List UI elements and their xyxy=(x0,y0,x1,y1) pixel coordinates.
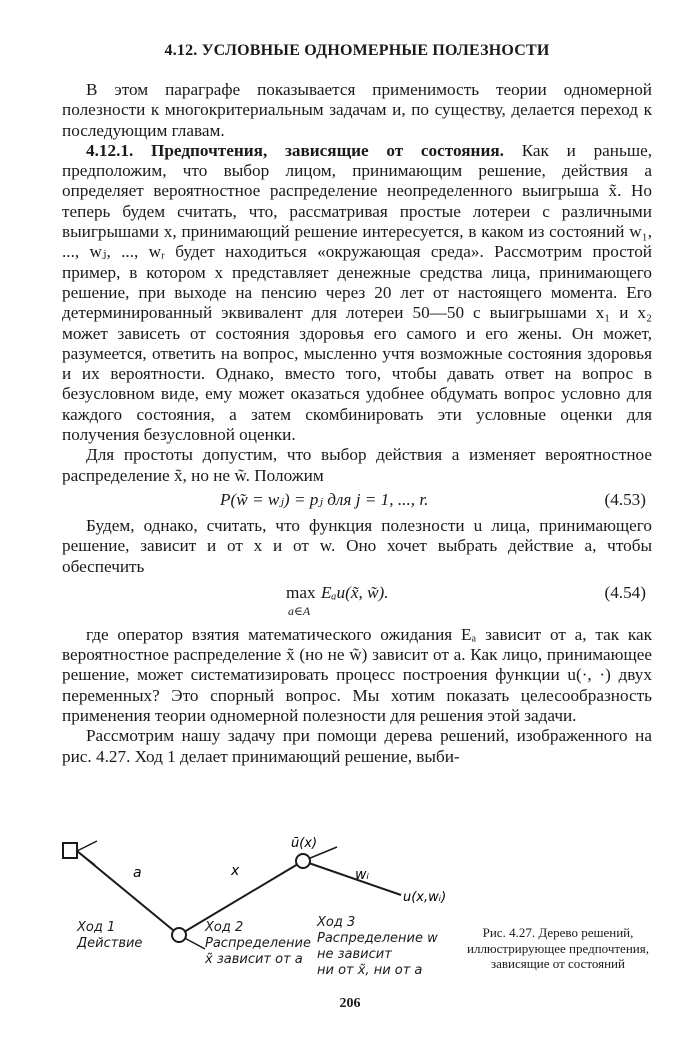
paragraph-tree: Рассмотрим нашу задачу при помощи дерева решений, изображенного на рис. 4.27. Ход 1 делает принимающий решение, выби- xyxy=(62,726,652,766)
section-title: 4.12. УСЛОВНЫЕ ОДНОМЕРНЫЕ ПОЛЕЗНОСТИ xyxy=(164,42,550,59)
figure-caption: Рис. 4.27. Дерево решений, иллюстрирующее предпочтения, зависящие от состояний xyxy=(467,925,649,971)
equation-4-54-number: (4.54) xyxy=(604,582,646,602)
move-1-line-1: Действие xyxy=(77,936,143,951)
edge-a-label: a xyxy=(133,865,142,881)
edge-x-label: x xyxy=(231,863,240,879)
node-u-label: ū(x) xyxy=(291,836,318,851)
chance-node-2 xyxy=(296,854,310,868)
edge-w-line xyxy=(303,861,401,895)
move-1-title: Ход 1 xyxy=(77,920,116,935)
move-2-title: Ход 2 xyxy=(205,920,244,935)
subsection-title: 4.12.1. Предпочтения, зависящие от состояния. xyxy=(86,140,504,160)
move-3-title: Ход 3 xyxy=(317,915,356,930)
chance-node-1 xyxy=(172,928,186,942)
move-2 xyxy=(205,920,311,968)
paragraph-subsection xyxy=(62,141,652,445)
leaf-label: u(x,wᵢ) xyxy=(403,890,447,905)
equation-4-53-body: P(w̃ = wⱼ) = pⱼ для j = 1, ..., r. xyxy=(220,489,429,509)
subsection-body: Как и раньше, предположим, что выбор лицом, принимающим решение, действия a определяет вероятностное распределение неопределенного выигрыша x̃. Но теперь будем считать, что, рассматривая простые лотереи с различными выигрышами x, принимающий решение интересуется, в каком из состояний w₁, ..., wⱼ, ..., wᵣ будет находиться «окружающая среда». Рассмотрим простой пример, в котором x представляет денежные средства лица, принимающего решение, при выходе на пенсию через 20 лет от настоящего момента. Его детерминированный эквивалент для лотереи 50—50 с выигрышами x₁ и x₂ может зависеть от состояния здоровья его самого и его жены. Он может, разумеется, ответить на вопрос, мысленно учтя возможные состояния здоровья и их вероятности. Однако, вместо того, чтобы давать ответ на вопрос в безусловном виде, ему может оказаться удобнее обдумать вопрос условно для каждого состояния, а затем скомбинировать эти условные оценки для получения безусловной оценки. xyxy=(62,140,652,445)
paragraph-utility: Будем, однако, считать, что функция полезности u лица, принимающего решение, зависит и от x и от w. Оно хочет выбрать действие a, чтобы обеспечить xyxy=(62,515,652,576)
decision-stub-lower xyxy=(77,851,95,865)
move-1 xyxy=(77,920,142,952)
page-number: 206 xyxy=(339,996,361,1011)
move-3 xyxy=(317,915,438,979)
decision-node-square xyxy=(63,843,77,858)
paragraph-intro: В этом параграфе показывается применимость теории одномерной полезности к многокритериальным задачам и, по существу, делается переход к последующим главам. xyxy=(62,80,652,140)
equation-4-53 xyxy=(62,486,652,516)
paragraph-operator: где оператор взятия математического ожидания Eₐ зависит от a, так как вероятностное распределение x̃ (но не w̃) зависит от a. Как лицо, принимающее решение, может систематизировать процесс построения функции u(·, ·) двух переменных? Это спорный вопрос. Мы хотим показать целесообразность применения теории одномерной полезности для решения этой задачи. xyxy=(62,624,652,726)
decision-stub-upper xyxy=(77,841,97,851)
equation-4-54 xyxy=(62,577,652,625)
equation-4-53-number: (4.53) xyxy=(604,489,646,509)
equation-4-54-max: max xyxy=(286,582,316,602)
move-3-line-2: не зависит xyxy=(317,947,392,962)
equation-4-54-subscript: a∈A xyxy=(288,603,311,618)
page-content xyxy=(62,42,652,767)
move-3-line-1: Распределение w xyxy=(317,931,438,946)
decision-tree-figure xyxy=(55,825,655,1005)
move-2-line-2: x̃ зависит от a xyxy=(205,952,303,967)
move-2-line-1: Распределение xyxy=(205,936,311,951)
equation-4-54-body: Eₐu(x̃, w̃). xyxy=(321,582,389,602)
paragraph-simplicity: Для простоты допустим, что выбор действия a изменяет вероятностное распределение x̃, но не w̃. Положим xyxy=(62,445,652,485)
edge-w-label: wᵢ xyxy=(355,867,369,883)
move-3-line-3: ни от x̃, ни от a xyxy=(317,963,423,978)
